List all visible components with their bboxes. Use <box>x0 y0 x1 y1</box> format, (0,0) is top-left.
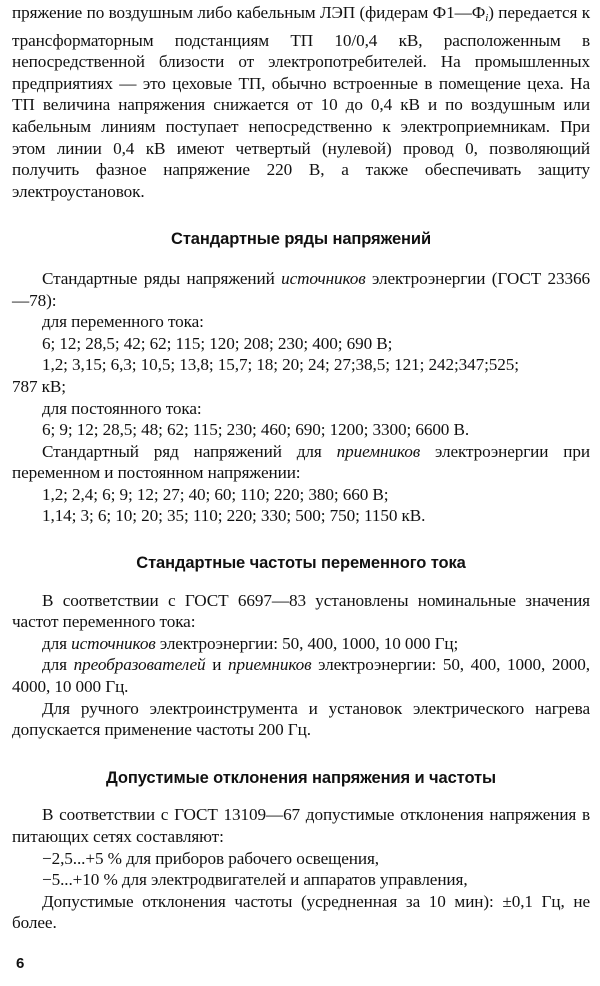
deviations-paragraph: В соответствии с ГОСТ 13109—67 допустимые отклонения напряжения в питающих сетях составляют: <box>12 805 590 846</box>
heading-standard-frequencies: Стандартные частоты переменного тока <box>136 554 466 573</box>
ac-voltage-row-kilovolts: 1,2; 3,15; 6,3; 10,5; 13,8; 15,7; 18; 20; 24; 27;38,5; 121; 242;347;525; <box>42 355 519 375</box>
deviation-motors: −5...+10 % для электродвигателей и аппаратов управления, <box>42 870 468 890</box>
hand-tools-paragraph: Для ручного электроинструмента и установок электрического нагрева допускается применение частоты 200 Гц. <box>12 698 590 740</box>
receivers-row-volts: 1,2; 2,4; 6; 9; 12; 27; 40; 60; 110; 220; 380; 660 В; <box>42 484 389 504</box>
text-run: электроэнергии (ГОСТ 23366—78): <box>12 268 590 310</box>
text-run: Стандартный ряд напряжений для <box>42 441 337 461</box>
intro-text-start: пряжение по воздушным либо кабельным ЛЭП (фидерам Ф1—Ф <box>12 3 486 22</box>
deviation-lighting: −2,5...+5 % для приборов рабочего освещения, <box>42 848 379 868</box>
ac-voltage-row-kilovolts-cont: 787 кВ; <box>12 376 66 396</box>
emphasis-sources: источников <box>71 633 156 653</box>
frequencies-paragraph: В соответствии с ГОСТ 6697—83 установлены номинальные значения частот переменного тока: <box>12 590 590 632</box>
emphasis-converters: преобразователей <box>73 655 206 675</box>
text-run: и <box>205 655 228 675</box>
receivers-voltage-paragraph <box>12 441 590 484</box>
heading-standard-voltages: Стандартные ряды напряжений <box>171 230 431 249</box>
intro-text-rest: ) передается к трансформаторным подстанциям ТП 10/0,4 кВ, расположенным в непосредственной близости от электропотребителей. На промышленных предприятиях — это цеховые ТП, обычно встроенные в помещение цеха. На ТП величина напряжения снижается от 10 до 0,4 кВ и по воздушным или кабельным линиям поступает непосредственно к электроприемникам. При этом линии 0,4 кВ имеют четвертый (нулевой) провод 0, позволяющий получить фазное напряжение 220 В, а также обеспечивать защиту электроустановок. <box>12 3 590 201</box>
text-run: Стандартные ряды напряжений <box>42 268 282 288</box>
emphasis-sources: источников <box>281 268 366 288</box>
ac-label: для переменного тока: <box>42 312 204 332</box>
text-run: для <box>42 655 74 675</box>
feeder-subscript: i <box>485 12 489 24</box>
text-run: электроэнергии при переменном и постоянном напряжении: <box>12 441 590 483</box>
receivers-row-kilovolts: 1,14; 3; 6; 10; 20; 35; 110; 220; 330; 500; 750; 1150 кВ. <box>42 506 426 526</box>
text-run: электроэнергии: 50, 400, 1000, 10 000 Гц; <box>155 633 459 653</box>
heading-permissible-deviations: Допустимые отклонения напряжения и частоты <box>106 768 496 787</box>
emphasis-receivers: приемников <box>336 441 421 461</box>
converters-frequencies <box>12 654 590 697</box>
text-run: электроэнергии: 50, 400, 1000, 2000, 4000, 10 000 Гц. <box>12 655 590 697</box>
frequency-deviation-paragraph: Допустимые отклонения частоты (усредненная за 10 мин): ±0,1 Гц, не более. <box>12 891 590 933</box>
ac-voltage-row-volts: 6; 12; 28,5; 42; 62; 115; 120; 208; 230; 400; 690 В; <box>42 333 393 353</box>
dc-voltage-row: 6; 9; 12; 28,5; 48; 62; 115; 230; 460; 690; 1200; 3300; 6600 В. <box>42 420 470 440</box>
sources-voltage-paragraph <box>12 268 590 311</box>
emphasis-receivers: приемников <box>227 655 312 675</box>
sources-frequencies <box>12 633 590 655</box>
intro-paragraph <box>12 2 590 202</box>
page-number: 6 <box>16 955 25 972</box>
dc-label: для постоянного тока: <box>42 398 202 418</box>
text-run: для <box>42 633 72 653</box>
